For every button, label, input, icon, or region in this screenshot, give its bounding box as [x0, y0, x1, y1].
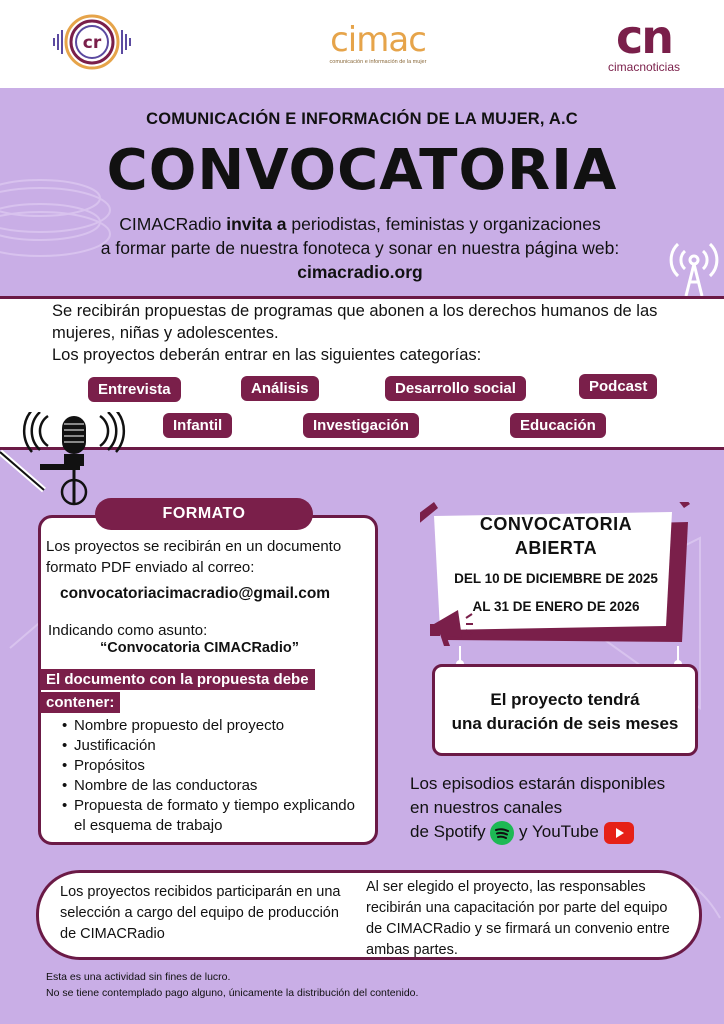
duration-line2: una duración de seis meses — [451, 714, 679, 733]
selection-process: Los proyectos recibidos participarán en una selección a cargo del equipo de producción de CIMACRadio — [60, 884, 341, 942]
radio-tower-icon — [664, 230, 724, 296]
intro-line1-rest: periodistas, feministas y organizaciones — [286, 214, 601, 234]
category-analisis: Análisis — [241, 376, 319, 401]
training-agreement: Al ser elegido el proyecto, las responsables recibirán una capacitación por parte del equipo de CIMACRadio y se firmará un convenio entre ambas partes. — [366, 879, 670, 958]
formato-description: Los proyectos se recibirán en un documento formato PDF enviado al correo: — [46, 538, 342, 576]
cimac-logo — [318, 22, 438, 74]
episodes-availability — [410, 772, 710, 845]
abierta-from-date: DEL 10 DE DICIEMBRE DE 2025 — [454, 571, 658, 586]
categories-intro — [52, 300, 702, 366]
episodes-line2: en nuestros canales — [410, 798, 563, 817]
intro-invite: invita a — [226, 214, 287, 234]
list-item: • Nombre propuesto del proyecto — [62, 716, 362, 736]
category-podcast: Podcast — [579, 374, 657, 399]
cn-logo-word: cn — [615, 10, 672, 64]
subject-intro: Indicando como asunto: — [48, 622, 208, 639]
youtube-icon[interactable] — [604, 822, 634, 844]
band-line1: Se recibirán propuestas de programas que abonen a los derechos humanos de las mujeres, niñas y adolescentes. — [52, 302, 658, 342]
category-infantil: Infantil — [163, 413, 232, 438]
website-link[interactable]: cimacradio.org — [297, 262, 423, 282]
category-educacion: Educación — [510, 413, 606, 438]
abierta-line1: CONVOCATORIA — [479, 514, 633, 534]
category-investigacion: Investigación — [303, 413, 419, 438]
page-title: CONVOCATORIA — [106, 138, 618, 203]
episodes-line1: Los episodios estarán disponibles — [410, 774, 666, 793]
requirements-heading — [40, 668, 330, 714]
convocatoria-abierta — [428, 512, 684, 621]
list-item: • Propósitos — [62, 756, 362, 776]
cn-logo-sub: cimacnoticias — [607, 60, 681, 74]
cimacnoticias-logo — [588, 10, 700, 76]
formato-heading: FORMATO — [95, 498, 313, 530]
email-subject: “Convocatoria CIMACRadio” — [100, 640, 299, 656]
category-desarrollo-social: Desarrollo social — [385, 376, 526, 401]
cimacradio-logo — [50, 10, 134, 74]
footer-line2: No se tiene contemplado pago alguno, únicamente la distribución del contenido. — [46, 987, 419, 999]
list-item: • Propuesta de formato y tiempo explicando el esquema de trabajo — [62, 796, 362, 836]
abierta-to-date: AL 31 DE ENERO DE 2026 — [472, 599, 640, 614]
cimac-logo-word: cimac — [330, 20, 426, 60]
submission-email[interactable]: convocatoriacimacradio@gmail.com — [60, 585, 331, 602]
footer-note — [46, 969, 686, 1001]
youtube-label: y YouTube — [514, 822, 604, 841]
requirements-list — [62, 716, 362, 836]
footer-line1: Esta es una actividad sin fines de lucro. — [46, 971, 231, 983]
intro-brand: CIMACRadio — [119, 214, 227, 234]
category-entrevista: Entrevista — [88, 377, 181, 402]
list-item: • Nombre de las conductoras — [62, 776, 362, 796]
organization-name: COMUNICACIÓN E INFORMACIÓN DE LA MUJER, A.C — [146, 110, 578, 128]
list-item: • Justificación — [62, 736, 362, 756]
spotify-label: de Spotify — [410, 822, 491, 841]
intro-text — [30, 212, 690, 284]
episodes-line3 — [410, 820, 710, 845]
band-line2: Los proyectos deberán entrar en las siguientes categorías: — [52, 346, 482, 364]
duration-line1: El proyecto tendrá — [490, 690, 640, 709]
project-duration — [432, 664, 698, 756]
intro-line2: a formar parte de nuestra fonoteca y sonar en nuestra página web: — [100, 238, 620, 258]
requirements-heading-text: El documento con la propuesta debe contener: — [40, 669, 315, 713]
spotify-icon[interactable] — [490, 821, 514, 845]
abierta-line2: ABIERTA — [514, 538, 598, 558]
cr-logo-text: cr — [82, 33, 102, 53]
cimac-logo-sub: comunicación e información de la mujer — [329, 59, 427, 65]
header-bar — [0, 0, 724, 88]
